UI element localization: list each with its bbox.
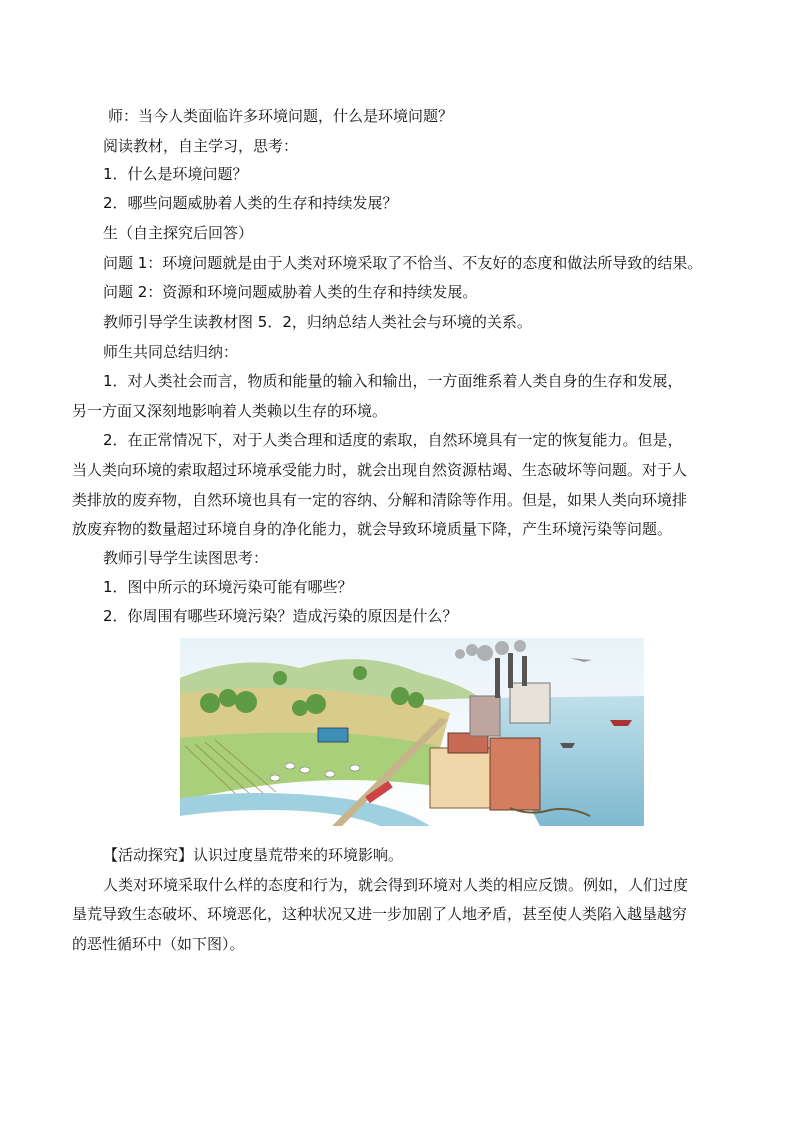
summary-2-line-2: 当人类向环境的索取超过环境承受能力时，就会出现自然资源枯竭、生态破坏等问题。对于人 — [72, 461, 688, 479]
activity-title: 认识过度垦荒带来的环境影响。 — [193, 846, 404, 864]
summary-1-line-1: 1．对人类社会而言，物质和能量的输入和输出，一方面维系着人类自身的生存和发展， — [103, 372, 683, 390]
picture-question-2: 2．你周围有哪些环境污染？造成污染的原因是什么？ — [103, 607, 458, 625]
summary-1-line-2: 另一方面又深刻地影响着人类赖以生存的环境。 — [72, 402, 388, 420]
question-2: 2．哪些问题威胁着人类的生存和持续发展？ — [103, 194, 398, 212]
teacher-guide-figure: 教师引导学生读教材图 5．2，归纳总结人类社会与环境的关系。 — [103, 313, 532, 331]
question-intro: 师：当今人类面临许多环境问题，什么是环境问题？ — [108, 107, 454, 125]
summary-heading: 师生共同总结归纳： — [103, 343, 239, 361]
closing-line-2: 垦荒导致生态破坏、环境恶化，这种状况又进一步加剧了人地矛盾，甚至使人类陷入越垦越穷 — [72, 905, 688, 923]
teacher-guide-picture: 教师引导学生读图思考： — [103, 549, 269, 567]
pollution-landscape-illustration — [180, 638, 644, 826]
picture-question-1: 1．图中所示的环境污染可能有哪些？ — [103, 578, 353, 596]
summary-2-line-1: 2．在正常情况下，对于人类合理和适度的索取，自然环境具有一定的恢复能力。但是， — [103, 431, 683, 449]
activity-line — [103, 845, 403, 865]
reading-instruction: 阅读教材，自主学习，思考： — [103, 137, 299, 155]
activity-heading: 【活动探究】 — [103, 846, 194, 864]
summary-2-line-4: 放废弃物的数量超过环境自身的净化能力，就会导致环境质量下降，产生环境污染等问题。 — [72, 520, 673, 538]
student-answer-label: 生（自主探究后回答） — [103, 224, 254, 242]
closing-line-3: 的恶性循环中（如下图）。 — [72, 935, 245, 953]
question-1: 1．什么是环境问题？ — [103, 165, 248, 183]
closing-line-1: 人类对环境采取什么样的态度和行为，就会得到环境对人类的相应反馈。例如，人们过度 — [103, 876, 689, 894]
answer-1: 问题 1：环境问题就是由于人类对环境采取了不恰当、不友好的态度和做法所导致的结果。 — [103, 254, 703, 272]
summary-2-line-3: 类排放的废弃物，自然环境也具有一定的容纳、分解和清除等作用。但是，如果人类向环境排 — [72, 491, 688, 509]
answer-2: 问题 2：资源和环境问题威胁着人类的生存和持续发展。 — [103, 283, 478, 301]
